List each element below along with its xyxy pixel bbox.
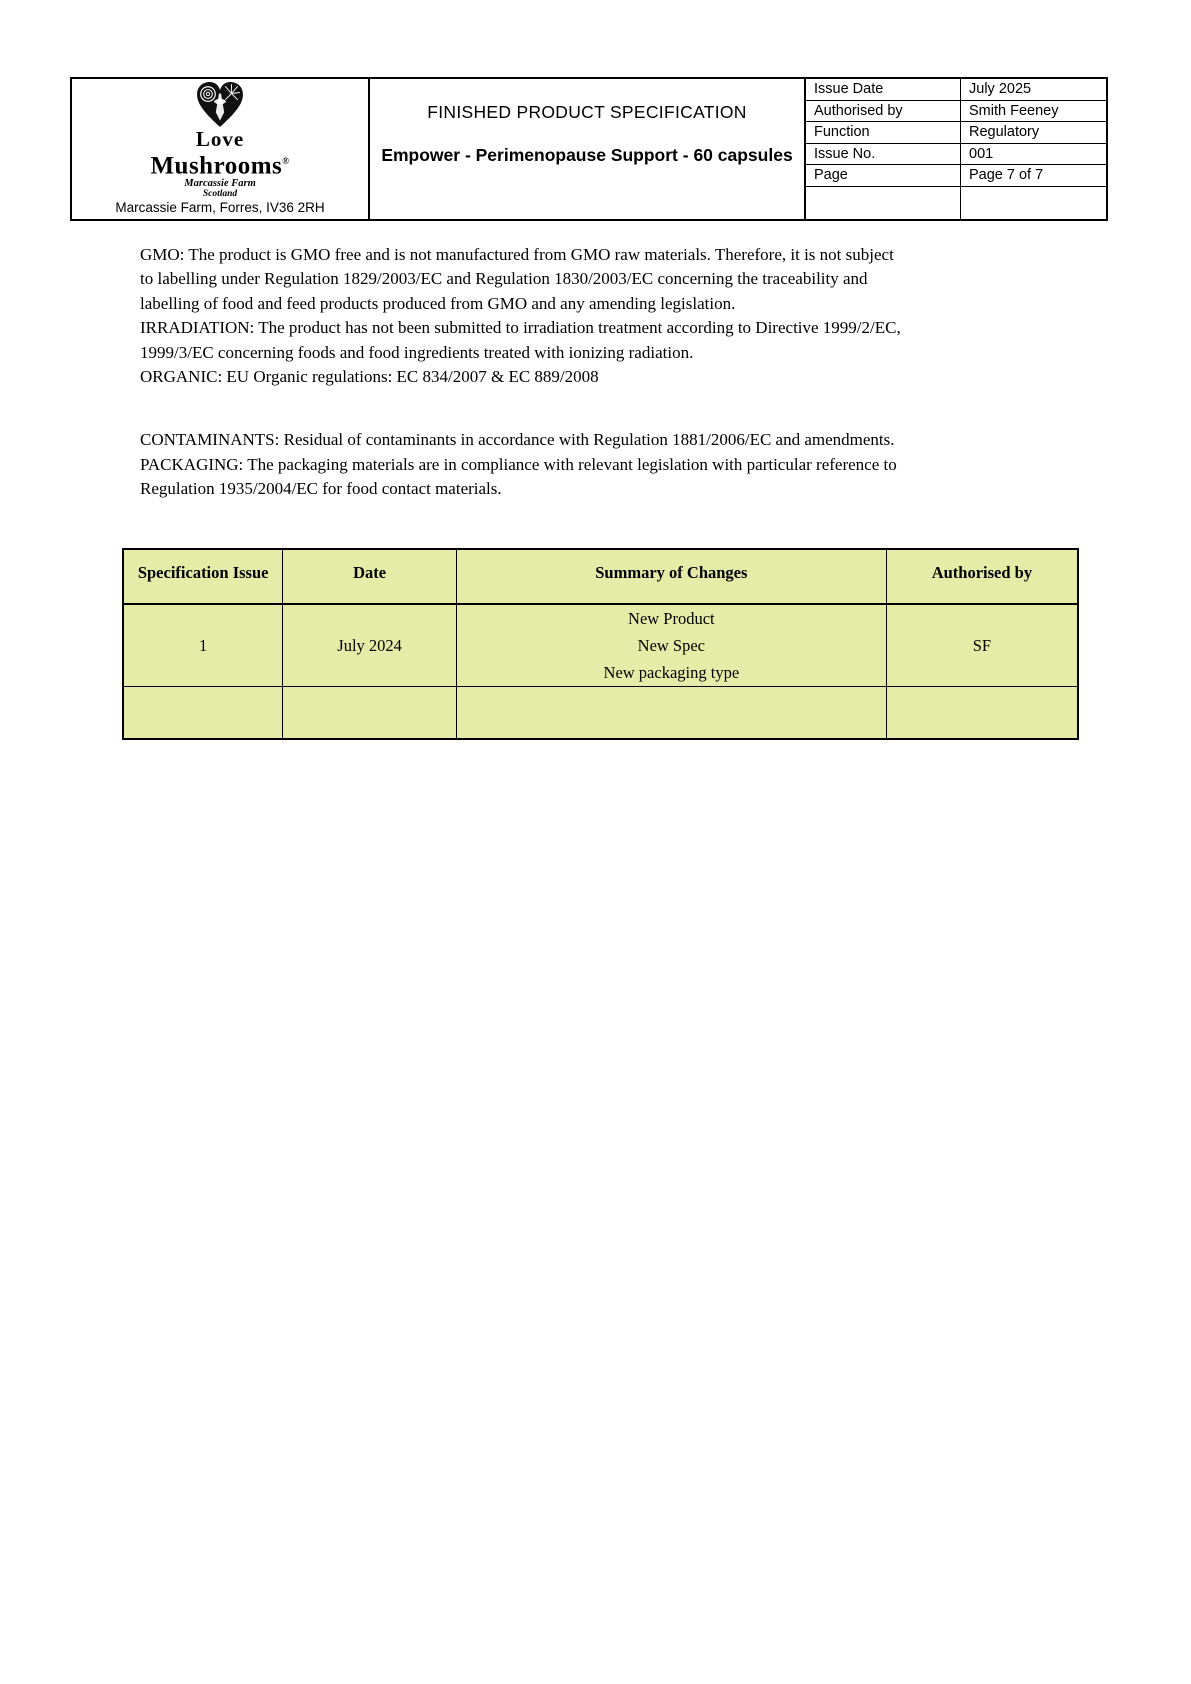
info-row-issue-no xyxy=(806,144,1106,166)
logo-tagline-country: Scotland xyxy=(202,189,238,199)
contaminants-packaging-paragraph xyxy=(140,428,1070,501)
info-row-empty xyxy=(806,187,1106,220)
table-row xyxy=(123,604,1078,687)
text-line: GMO: The product is GMO free and is not manufactured from GMO raw materials. Therefore, it is not subject xyxy=(140,245,894,264)
info-row-page xyxy=(806,165,1106,187)
text-line: ORGANIC: EU Organic regulations: EC 834/2007 & EC 889/2008 xyxy=(140,367,599,387)
summary-line: New packaging type xyxy=(603,663,740,682)
summary-line: New Product xyxy=(628,609,715,628)
issue-info-table xyxy=(806,79,1106,219)
mushroom-heart-icon xyxy=(192,81,248,129)
regulatory-text xyxy=(140,243,1070,502)
brand-name-text: Mushrooms xyxy=(150,152,283,179)
company-address: Marcassie Farm, Forres, IV36 2RH xyxy=(115,200,325,215)
logo-tagline-farm: Marcassie Farm xyxy=(184,178,256,189)
summary-line: New Spec xyxy=(637,636,706,655)
info-label: Issue No. xyxy=(806,144,961,165)
cell-date: July 2024 xyxy=(283,604,457,687)
info-row-authorised-by xyxy=(806,101,1106,123)
column-header-authorised-by: Authorised by xyxy=(886,549,1078,604)
title-cell xyxy=(370,79,806,219)
info-value-empty xyxy=(961,187,1106,220)
table-header-row xyxy=(123,549,1078,604)
brand-name-line1: Love xyxy=(195,126,245,151)
table-row-empty xyxy=(123,687,1078,739)
info-label: Function xyxy=(806,122,961,143)
info-row-issue-date xyxy=(806,79,1106,101)
cell-authorised-by xyxy=(886,687,1078,739)
registered-mark: ® xyxy=(282,155,290,166)
cell-date xyxy=(283,687,457,739)
info-value: 001 xyxy=(969,145,994,162)
info-value: Regulatory xyxy=(969,124,1040,140)
info-value: July 2025 xyxy=(969,81,1032,97)
text-line: Regulation 1935/2004/EC for food contact materials. xyxy=(140,479,502,499)
cell-summary-of-changes xyxy=(456,604,886,687)
revision-history-table xyxy=(122,548,1079,740)
info-row-function xyxy=(806,122,1106,144)
cell-specification-issue xyxy=(123,687,283,739)
text-line: labelling of food and feed products produced from GMO and any amending legislation. xyxy=(140,293,736,313)
text-line: 1999/3/EC concerning foods and food ingredients treated with ionizing radiation. xyxy=(140,342,694,362)
text-line: to labelling under Regulation 1829/2003/EC and Regulation 1830/2003/EC concerning the traceability and xyxy=(140,269,868,289)
info-value: Page 7 of 7 xyxy=(969,167,1044,183)
cell-authorised-by: SF xyxy=(886,604,1078,687)
logo-cell xyxy=(72,79,370,219)
info-label: Authorised by xyxy=(806,101,961,122)
column-header-summary-of-changes: Summary of Changes xyxy=(456,549,886,604)
column-header-date: Date xyxy=(283,549,457,604)
info-label-empty xyxy=(806,187,961,220)
text-line: CONTAMINANTS: Residual of contaminants in accordance with Regulation 1881/2006/EC and amendments. xyxy=(140,430,895,450)
gmo-irradiation-organic-paragraph xyxy=(140,243,1070,389)
text-line: PACKAGING: The packaging materials are in compliance with relevant legislation with particular reference to xyxy=(140,454,897,474)
product-title: Empower - Perimenopause Support - 60 capsules xyxy=(381,145,793,165)
cell-specification-issue: 1 xyxy=(123,604,283,687)
info-label: Page xyxy=(806,165,961,186)
cell-summary-of-changes xyxy=(456,687,886,739)
info-value: Smith Feeney xyxy=(969,102,1059,119)
text-line: IRRADIATION: The product has not been submitted to irradiation treatment according to Directive 1999/2/EC, xyxy=(140,318,901,338)
info-label: Issue Date xyxy=(806,79,961,100)
header-table xyxy=(70,77,1108,221)
column-header-specification-issue: Specification Issue xyxy=(123,549,283,604)
brand-name-line2 xyxy=(150,149,289,178)
document-title: FINISHED PRODUCT SPECIFICATION xyxy=(427,102,747,122)
